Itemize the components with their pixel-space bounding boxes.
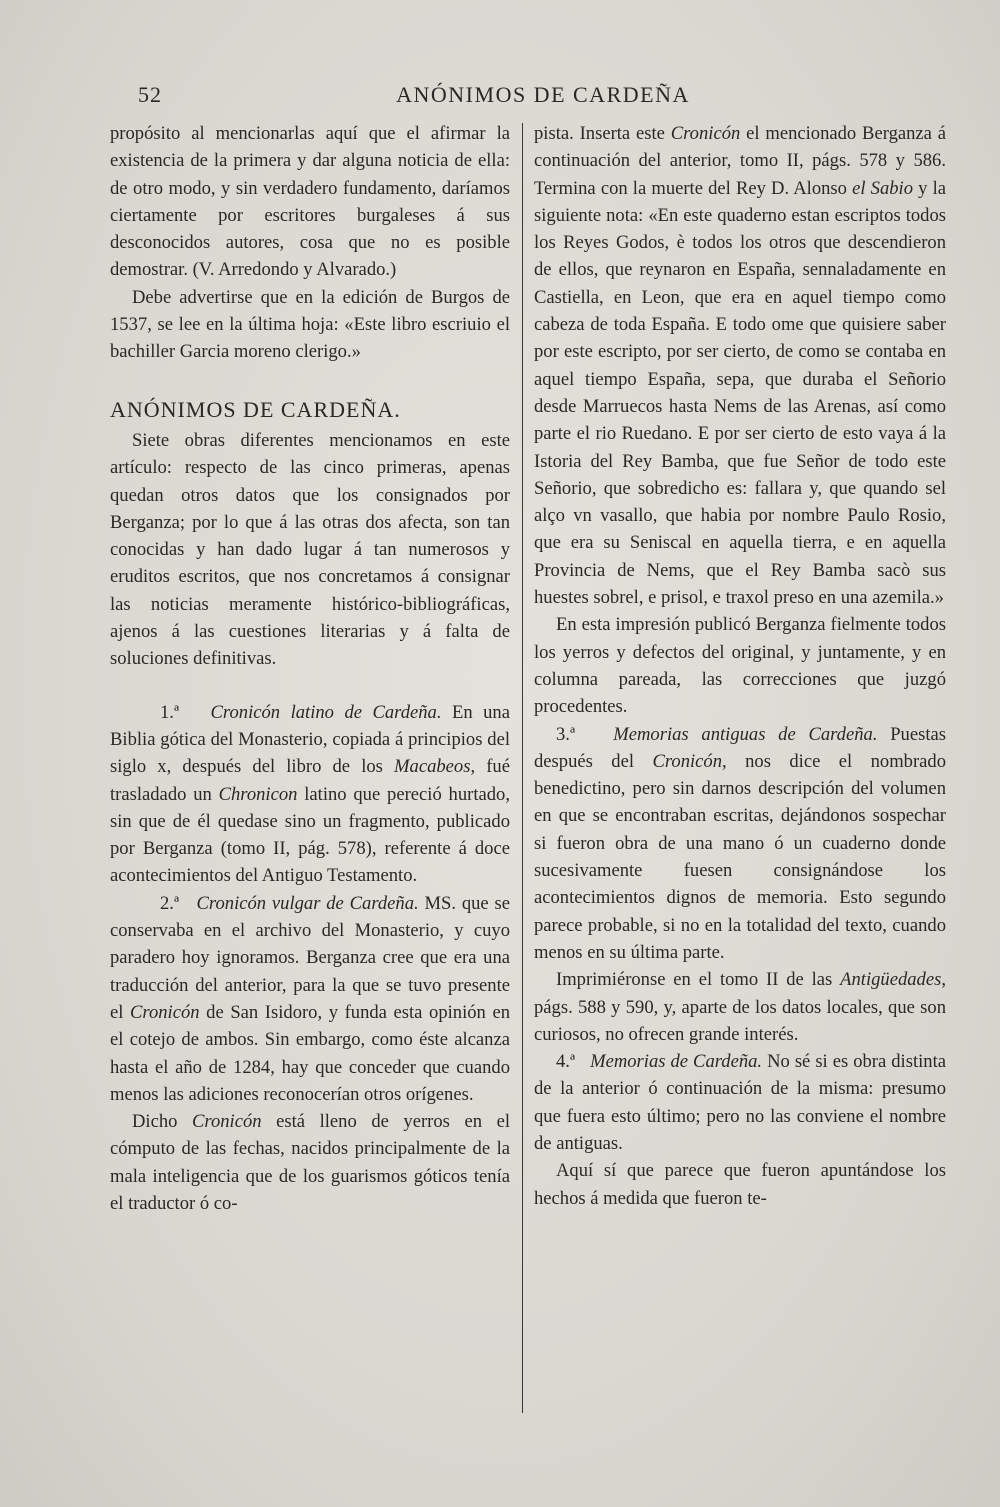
- item-number: 2.ª: [160, 892, 180, 914]
- text-italic: Cronicón: [130, 1001, 200, 1023]
- item-number: 4.ª: [556, 1051, 576, 1073]
- list-item: [534, 1048, 946, 1157]
- text: Dicho: [132, 1111, 192, 1133]
- list-item: [110, 699, 510, 890]
- paragraph: Siete obras diferentes mencionamos en este artículo: respecto de las cinco primeras, apenas quedan otros datos que los consignados por Berganza; por lo que á las otras dos afecta, son tan conocidas y han dado lugar á tan numerosos y eruditos escritos, que nos concretamos á consignar las noticias meramente histórico-bibliográficas, ajenos á las cuestiones literarias y á falta de soluciones definitivas.: [110, 429, 510, 670]
- left-column: [110, 120, 510, 1217]
- paragraph: [534, 120, 946, 611]
- text-italic: Chronicon: [218, 783, 298, 805]
- text-italic: Cronicón: [192, 1111, 262, 1133]
- text: , nos dice el nombrado benedictino, pero sin darnos descripción del volumen en que se encontraban escritas, dejándonos sospechar si fueron obra de una mano ó un cuaderno donde sucesivamente fuesen consignándose los acontecimientos dignos de memoria. Esto segundo parece probable, si no en la totalidad del texto, cuando menos en su última parte.: [534, 750, 946, 963]
- paragraph: En esta impresión publicó Berganza fielmente todos los yerros y defectos del original, y juntamente, y en columna pareada, las correcciones que juzgó procedentes.: [534, 614, 946, 718]
- text: No sé si es obra distinta de la anterior ó continuación de la misma: presumo que fuera esto último; pero no las conviene el nombre de antiguas.: [534, 1051, 946, 1154]
- spacer: [110, 673, 510, 699]
- paragraph: Debe advertirse que en la edición de Burgos de 1537, se lee en la última hoja: «Este libro escriuio el bachiller Garcia moreno clerigo.»: [110, 286, 510, 363]
- text: Puestas después del: [534, 723, 946, 772]
- text: y la siguiente nota: «En este quaderno estan escriptos todos los Reyes Godos, è todos los otros que descendieron de ellos, que reynaron en España, sennaladamente en Castiella, en Leon, que era en aquel tiempo como cabeza de toda España. E todo ome que quisiere saber por este escripto, por ser cierto, de como se contaba en aquel tiempo España, sepa, que duraba el Señorio desde Marruecos hasta Nems de las Arenas, así como parte el rio Ruedano. E por ser cierto de esto vaya á la Istoria del Rey Bamba, que fue Señor de todo este Señorio, que sobredicho es: fallara y, que quando sel alço vn vasallo, que habia por nombre Paulo Rosio, que era su Seniscal en aquella tierra, e en aquella Provincia de Nems, que el Rey Bamba sacò sus huestes sobrel, e prisol, e traxol preso en una azemila.»: [534, 177, 947, 609]
- list-item: [534, 721, 946, 967]
- item-number: 1.ª: [160, 701, 180, 723]
- text: el mencionado Berganza á continuación del anterior, tomo II, págs. 578 y 586. Termina con la muerte del Rey D. Alonso: [534, 123, 946, 199]
- text-italic: Antigüedades: [840, 969, 942, 991]
- page-header: [138, 80, 948, 114]
- item-title: Memorias de Cardeña.: [590, 1051, 763, 1073]
- text: latino que pereció hurtado, sin que de él quedase sino un fragmento, publicado por Berganza (tomo II, pág. 578), referente á doce acontecimientos del Antiguo Testamento.: [110, 783, 510, 887]
- text: , págs. 588 y 590, y, aparte de los datos locales, que son curiosos, no ofrecen grande interés.: [534, 969, 946, 1045]
- text-italic: Cronicón: [652, 750, 723, 772]
- item-title: Cronicón latino de Cardeña.: [210, 701, 442, 723]
- text-italic: el Sabio: [852, 177, 914, 199]
- paragraph: [534, 966, 946, 1048]
- text: MS. que se conservaba en el archivo del Monasterio, y cuyo paradero hoy ignoramos. Berganza cree que era una traducción del anterior, para la que se tuvo presente el: [110, 892, 510, 1023]
- page-number: 52: [138, 82, 162, 107]
- running-title: ANÓNIMOS DE CARDEÑA: [396, 82, 690, 107]
- paragraph: [110, 1108, 510, 1217]
- item-number: 3.ª: [556, 723, 576, 745]
- list-item: [110, 890, 510, 1108]
- text: , fué trasladado un: [110, 756, 510, 805]
- column-rule: [522, 123, 523, 1413]
- text-italic: Cronicón: [670, 123, 741, 144]
- paragraph: propósito al mencionarlas aquí que el afirmar la existencia de la primera y dar alguna noticia de ella: de otro modo, y sin verdadero fundamento, daríamos ciertamente por escritores burgaleses á sus desconocidos autores, cosa que no es posible demostrar. (V. Arredondo y Alvarado.): [110, 123, 510, 281]
- text: está lleno de yerros en el cómputo de las fechas, nacidos principalmente de la mala inteligencia que de los guarismos góticos tenía el traductor ó co-: [110, 1111, 510, 1214]
- text: Imprimiéronse en el tomo II de las: [556, 969, 841, 991]
- right-column: [534, 120, 946, 1212]
- text: En una Biblia gótica del Monasterio, copiada á principios del siglo x, después del libro de los: [110, 701, 510, 778]
- text-italic: Macabeos: [394, 756, 471, 778]
- paragraph: Aquí sí que parece que fueron apuntándose los hechos á medida que fueron te-: [534, 1160, 946, 1209]
- text: pista. Inserta este: [534, 123, 671, 144]
- text: de San Isidoro, y funda esta opinión en el cotejo de ambos. Sin embargo, como éste alcanza hasta el año de 1284, hay que conceder que cuando menos las adiciones reconocerían otros orígenes.: [110, 1001, 510, 1105]
- section-heading: ANÓNIMOS DE CARDEÑA.: [110, 396, 401, 422]
- item-title: Memorias antiguas de Cardeña.: [613, 723, 878, 745]
- item-title: Cronicón vulgar de Cardeña.: [196, 892, 419, 914]
